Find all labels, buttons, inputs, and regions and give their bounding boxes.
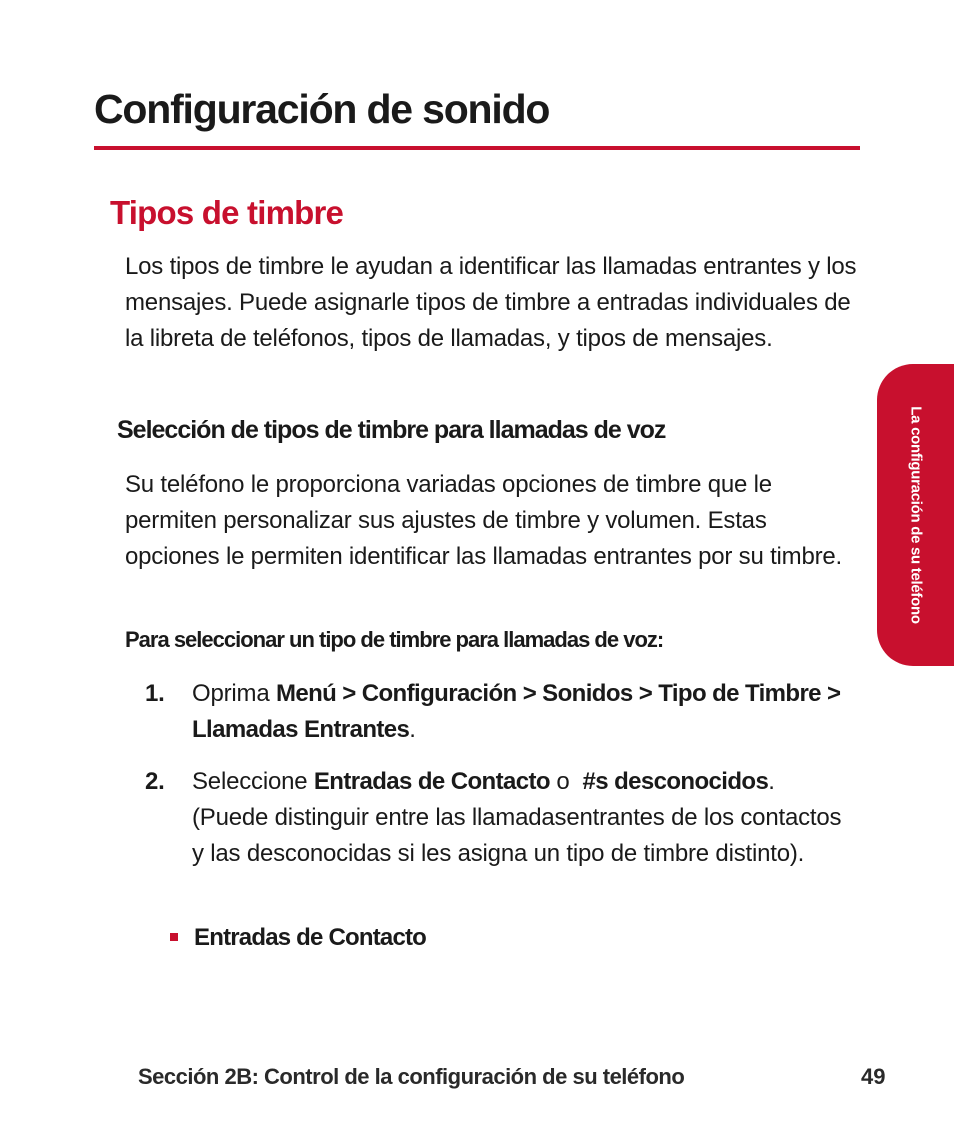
step-connector: o <box>549 768 583 795</box>
step-text <box>192 764 845 872</box>
option-unknown-numbers: #s desconocidos <box>582 768 769 795</box>
intro-paragraph: Los tipos de timbre le ayudan a identificar las llamadas entrantes y los mensajes. Puede asignarle tipos de timbre a entradas individuales de la libreta de teléfonos, tipos de llamadas, y tipos de mensajes. <box>125 253 857 352</box>
menu-path: Menú > Configuración > Sonidos > Tipo de Timbre > Llamadas Entrantes <box>192 680 841 743</box>
side-tab-label: La configuración de su teléfono <box>907 406 924 624</box>
section-side-tab <box>877 364 954 666</box>
step-2 <box>145 764 845 872</box>
title-divider <box>94 146 860 150</box>
page-number: 49 <box>861 1064 886 1089</box>
section-heading: Tipos de timbre <box>110 194 344 231</box>
step-number: 1. <box>145 680 165 707</box>
step-prefix: Oprima <box>192 680 276 707</box>
footer-section-label: Sección 2B: Control de la configuración de su teléfono <box>138 1064 685 1089</box>
subheading: Selección de tipos de timbre para llamadas de voz <box>117 416 666 444</box>
step-suffix: . (Puede distinguir entre las llamadasentrantes de los contactos y las desconocidas si les asigna un tipo de timbre distinto). <box>192 768 842 867</box>
step-text <box>192 676 845 748</box>
step-1 <box>145 676 845 748</box>
sub-paragraph: Su teléfono le proporciona variadas opciones de timbre que le permiten personalizar sus ajustes de timbre y volumen. Estas opciones le permiten identificar las llamadas entrantes por su timbre. <box>125 471 843 570</box>
procedure-heading: Para seleccionar un tipo de timbre para llamadas de voz: <box>125 627 664 652</box>
option-contact-entries: Entradas de Contacto <box>313 768 550 795</box>
bullet-item <box>170 924 426 952</box>
step-prefix: Seleccione <box>192 768 314 795</box>
bullet-text: Entradas de Contacto <box>194 924 427 951</box>
step-number: 2. <box>145 768 165 795</box>
step-suffix: . <box>409 716 416 743</box>
bullet-square-icon <box>170 933 178 941</box>
page-title: Configuración de sonido <box>94 86 550 132</box>
